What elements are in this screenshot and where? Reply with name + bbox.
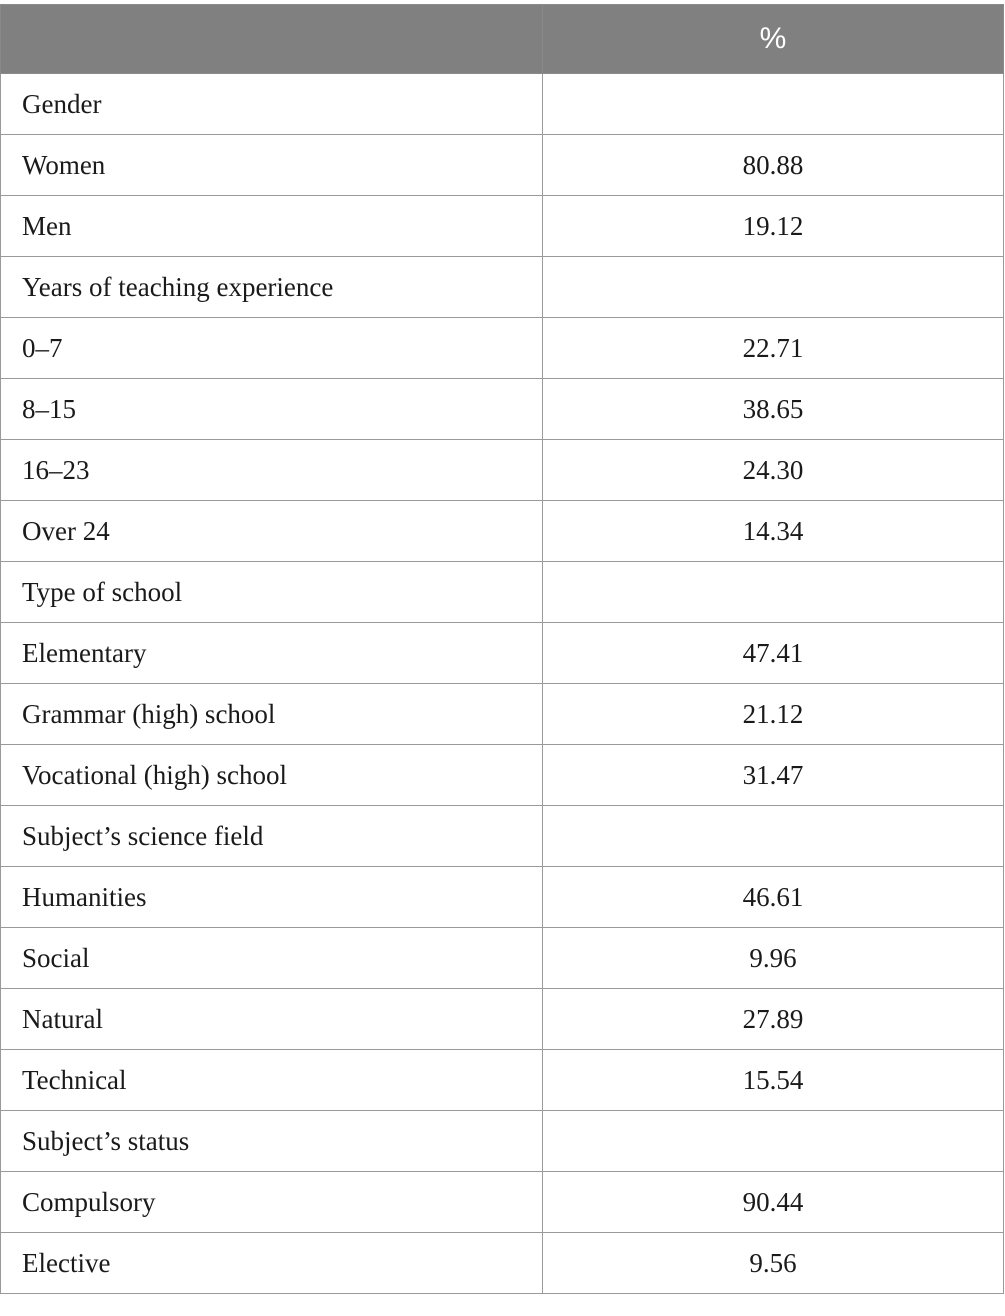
row-label-cell: 8–15 <box>1 379 543 440</box>
row-percent-cell: 27.89 <box>543 989 1004 1050</box>
table-row <box>1 379 1004 440</box>
row-label-cell: Over 24 <box>1 501 543 562</box>
table-row <box>1 928 1004 989</box>
table-header-row <box>1 5 1004 74</box>
row-label-cell: Grammar (high) school <box>1 684 543 745</box>
table-row <box>1 745 1004 806</box>
row-label-cell: Subject’s science field <box>1 806 543 867</box>
demographics-table-container <box>0 4 1003 1294</box>
row-percent-cell: 24.30 <box>543 440 1004 501</box>
table-row <box>1 989 1004 1050</box>
row-label-cell: Compulsory <box>1 1172 543 1233</box>
row-percent-cell <box>543 806 1004 867</box>
row-percent-cell: 14.34 <box>543 501 1004 562</box>
row-label-cell: Type of school <box>1 562 543 623</box>
row-label-cell: Men <box>1 196 543 257</box>
row-percent-cell: 38.65 <box>543 379 1004 440</box>
row-label-cell: Women <box>1 135 543 196</box>
row-percent-cell: 21.12 <box>543 684 1004 745</box>
row-percent-cell: 90.44 <box>543 1172 1004 1233</box>
table-row <box>1 1050 1004 1111</box>
row-percent-cell: 9.96 <box>543 928 1004 989</box>
table-row <box>1 1111 1004 1172</box>
row-label-cell: Technical <box>1 1050 543 1111</box>
table-row <box>1 562 1004 623</box>
table-row <box>1 501 1004 562</box>
header-label-cell <box>1 5 543 74</box>
row-percent-cell: 46.61 <box>543 867 1004 928</box>
row-label-cell: Natural <box>1 989 543 1050</box>
demographics-table <box>0 4 1004 1294</box>
table-row <box>1 806 1004 867</box>
table-row <box>1 318 1004 379</box>
row-percent-cell <box>543 74 1004 135</box>
row-percent-cell: 31.47 <box>543 745 1004 806</box>
table-row <box>1 440 1004 501</box>
row-label-cell: Gender <box>1 74 543 135</box>
row-percent-cell: 19.12 <box>543 196 1004 257</box>
row-percent-cell: 15.54 <box>543 1050 1004 1111</box>
table-row <box>1 257 1004 318</box>
row-label-cell: Humanities <box>1 867 543 928</box>
row-label-cell: 0–7 <box>1 318 543 379</box>
table-row <box>1 74 1004 135</box>
row-label-cell: 16–23 <box>1 440 543 501</box>
row-label-cell: Years of teaching experience <box>1 257 543 318</box>
row-percent-cell: 22.71 <box>543 318 1004 379</box>
table-row <box>1 684 1004 745</box>
table-row <box>1 1233 1004 1294</box>
table-row <box>1 135 1004 196</box>
row-percent-cell: 80.88 <box>543 135 1004 196</box>
row-label-cell: Elective <box>1 1233 543 1294</box>
row-label-cell: Vocational (high) school <box>1 745 543 806</box>
row-percent-cell <box>543 562 1004 623</box>
row-label-cell: Subject’s status <box>1 1111 543 1172</box>
table-row <box>1 1172 1004 1233</box>
table-row <box>1 623 1004 684</box>
row-percent-cell <box>543 257 1004 318</box>
row-percent-cell: 9.56 <box>543 1233 1004 1294</box>
row-label-cell: Social <box>1 928 543 989</box>
header-percent-cell: % <box>543 5 1004 74</box>
table-row <box>1 196 1004 257</box>
row-percent-cell <box>543 1111 1004 1172</box>
row-label-cell: Elementary <box>1 623 543 684</box>
table-body <box>1 74 1004 1294</box>
row-percent-cell: 47.41 <box>543 623 1004 684</box>
table-row <box>1 867 1004 928</box>
